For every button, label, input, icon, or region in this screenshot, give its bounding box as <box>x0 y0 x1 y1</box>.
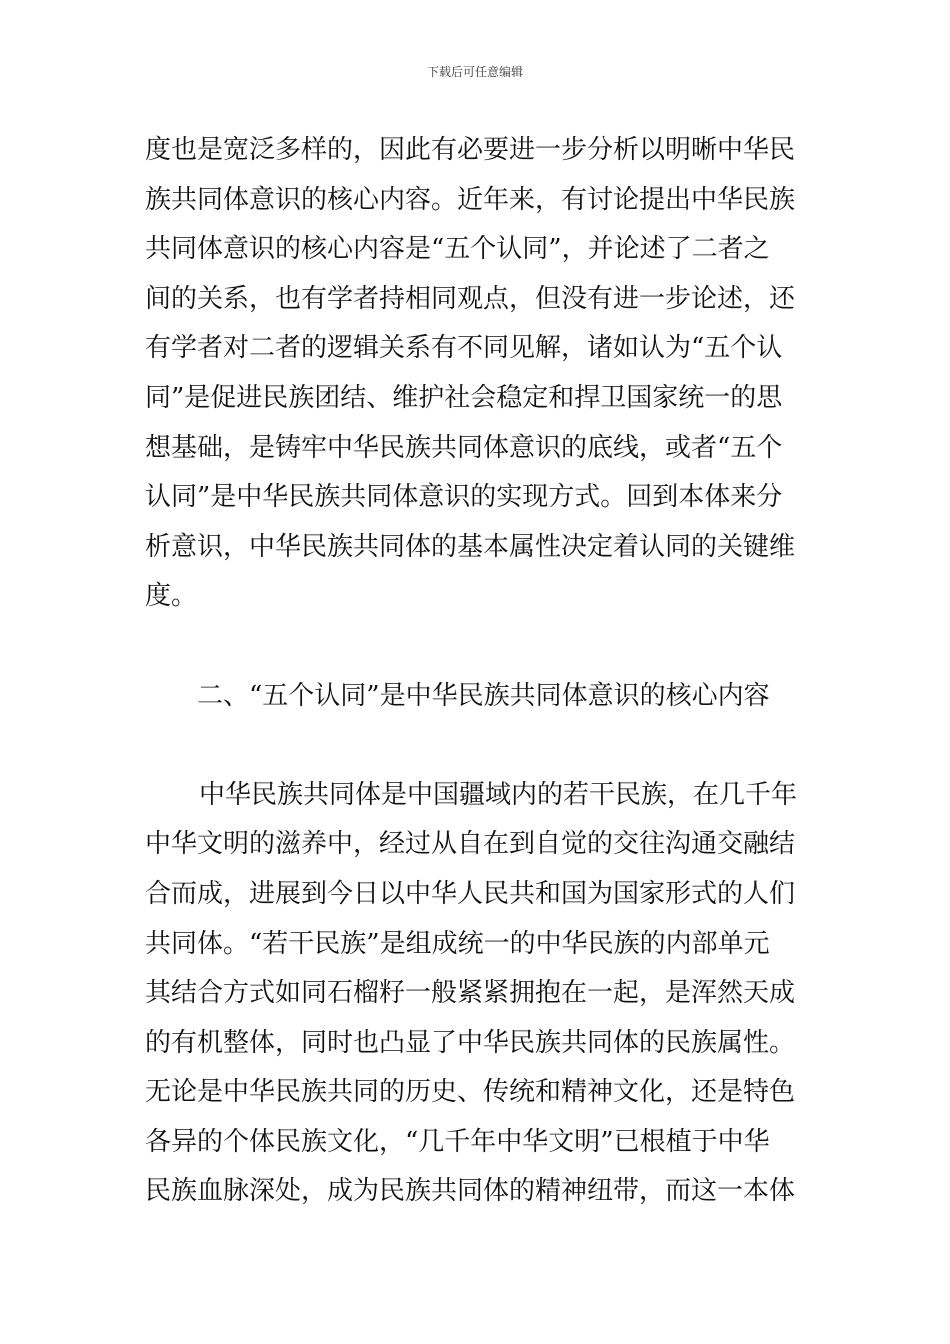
paragraph-line: 间的关系，也有学者持相同观点，但没有进一步论述，还 <box>145 283 796 314</box>
paragraph-line-first: 中华民族共同体是中国疆域内的若干民族，在几千年 <box>199 779 798 810</box>
paragraph-line: 想基础，是铸牢中华民族共同体意识的底线，或者“五个 <box>145 432 783 463</box>
paragraph-line: 度。 <box>145 581 198 612</box>
paragraph-line: 其结合方式如同石榴籽一般紧紧拥抱在一起，是浑然天成 <box>145 978 796 1009</box>
paragraph-line: 共同体意识的核心内容是“五个认同”，并论述了二者之 <box>145 234 770 265</box>
paragraph-line: 各异的个体民族文化，“几千年中华文明”已根植于中华 <box>145 1126 770 1157</box>
paragraph-line: 中华文明的滋养中，经过从自在到自觉的交往沟通交融结 <box>145 829 796 860</box>
paragraph-line: 认同”是中华民族共同体意识的实现方式。回到本体来分 <box>145 482 783 513</box>
paragraph <box>145 771 815 1217</box>
blank-line <box>145 622 815 672</box>
paragraph-line: 共同体。“若干民族”是组成统一的中华民族的内部单元 <box>145 928 770 959</box>
paragraph-line: 析意识，中华民族共同体的基本属性决定着认同的关键维 <box>145 531 796 562</box>
page-header: 下载后可任意编辑 <box>426 65 523 79</box>
section-heading: 二、“五个认同”是中华民族共同体意识的核心内容 <box>197 680 770 711</box>
paragraph-line: 度也是宽泛多样的，因此有必要进一步分析以明晰中华民 <box>145 135 796 165</box>
paragraph-line: 合而成，进展到今日以中华人民共和国为国家形式的人们 <box>145 878 796 909</box>
paragraph-line: 的有机整体，同时也凸显了中华民族共同体的民族属性。 <box>145 1027 796 1058</box>
paragraph-continued <box>145 126 815 622</box>
document-body <box>145 126 815 1217</box>
paragraph-line: 无论是中华民族共同的历史、传统和精神文化，还是特色 <box>145 1077 796 1108</box>
blank-line <box>145 721 815 771</box>
paragraph-line: 民族血脉深处，成为民族共同体的精神纽带，而这一本体 <box>145 1176 796 1207</box>
paragraph-line: 有学者对二者的逻辑关系有不同见解，诸如认为“五个认 <box>145 333 783 364</box>
paragraph-line: 同”是促进民族团结、维护社会稳定和捍卫国家统一的思 <box>145 382 783 413</box>
paragraph-line: 族共同体意识的核心内容。近年来，有讨论提出中华民族 <box>145 184 796 215</box>
